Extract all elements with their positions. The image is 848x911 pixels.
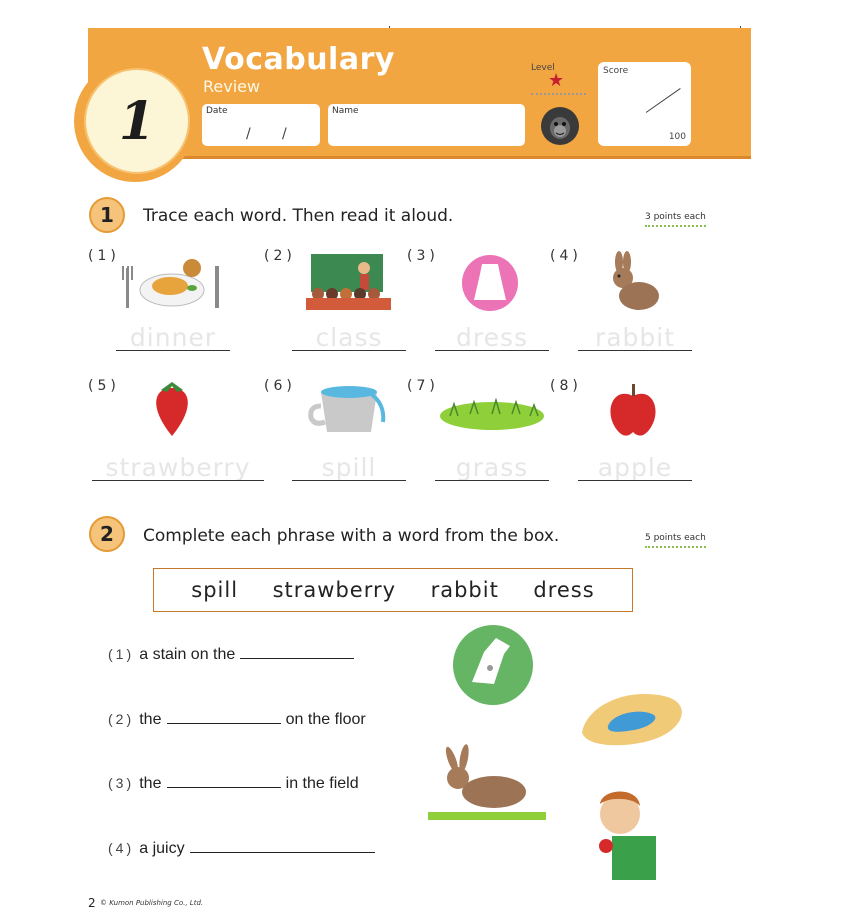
- phrase-number: (1): [108, 646, 135, 662]
- answer-line: [292, 350, 406, 351]
- word-bank-item: strawberry: [272, 578, 397, 602]
- classroom-icon: [306, 252, 391, 316]
- answer-line: [578, 350, 692, 351]
- phrase-number: (4): [108, 840, 135, 856]
- trace-word: rabbit: [594, 323, 676, 352]
- section-2-instruction: Complete each phrase with a word from the box.: [143, 526, 560, 546]
- trace-word: strawberry: [105, 453, 251, 482]
- answer-line: [435, 480, 549, 481]
- spilled-cup-icon: [307, 384, 392, 440]
- trace-word: class: [315, 323, 383, 352]
- phrase-row: [108, 838, 375, 858]
- dinner-plate-icon: [120, 258, 225, 317]
- trace-word: spill: [321, 453, 377, 482]
- monkey-icon: [541, 107, 579, 145]
- item-number: (3): [407, 248, 439, 264]
- trace-word: apple: [597, 453, 673, 482]
- phrase-row: [108, 773, 359, 793]
- score-box: [598, 62, 691, 146]
- answer-line: [578, 480, 692, 481]
- level-label: Level: [531, 63, 555, 73]
- trace-word: dress: [455, 323, 529, 352]
- date-separator: /: [282, 126, 287, 142]
- item-number: (1): [88, 248, 120, 264]
- phrase-number: (2): [108, 711, 135, 727]
- date-field[interactable]: [202, 104, 320, 146]
- header-band-shadow: [88, 156, 751, 159]
- star-icon: ★: [548, 70, 565, 91]
- name-label: Name: [332, 106, 359, 116]
- boy-eating-strawberry-icon: [590, 782, 658, 886]
- rabbit-in-field-icon: [428, 740, 546, 828]
- score-label: Score: [603, 66, 629, 76]
- section-1-instruction: Trace each word. Then read it aloud.: [143, 206, 454, 226]
- word-bank: [153, 568, 633, 612]
- score-max: 100: [668, 132, 686, 142]
- strawberry-icon: [147, 380, 197, 444]
- name-field[interactable]: [328, 104, 525, 146]
- stained-dress-icon: [444, 624, 542, 710]
- grass-icon: [440, 398, 545, 436]
- answer-line: [435, 350, 549, 351]
- section-1-points: 3 points each: [645, 212, 706, 227]
- word-bank-item: rabbit: [430, 578, 499, 602]
- trace-word: dinner: [129, 323, 217, 352]
- phrase-number: (3): [108, 775, 135, 791]
- date-separator: /: [246, 126, 251, 142]
- phrase-row: [108, 644, 354, 664]
- phrase-row: [108, 709, 366, 729]
- phrase-text-after: in the field: [285, 775, 359, 792]
- answer-blank[interactable]: [167, 773, 281, 788]
- answer-line: [92, 480, 264, 481]
- answer-blank[interactable]: [167, 709, 281, 724]
- answer-line: [292, 480, 406, 481]
- spill-puddle-icon: [578, 684, 690, 754]
- item-number: (6): [264, 378, 296, 394]
- page-number: 2: [88, 896, 96, 910]
- page-title: Vocabulary: [202, 42, 395, 77]
- word-bank-item: spill: [191, 578, 239, 602]
- item-number: (2): [264, 248, 296, 264]
- dress-icon: [460, 252, 520, 318]
- item-number: (5): [88, 378, 120, 394]
- date-label: Date: [206, 106, 228, 116]
- item-number: (4): [550, 248, 582, 264]
- copyright: © Kumon Publishing Co., Ltd.: [100, 899, 204, 907]
- trace-word: grass: [455, 453, 529, 482]
- phrase-text-before: a stain on the: [139, 646, 236, 663]
- phrase-text-before: a juicy: [139, 840, 185, 857]
- apple-icon: [603, 382, 663, 446]
- score-divider: [646, 88, 681, 113]
- answer-blank[interactable]: [190, 838, 375, 853]
- page-subtitle: Review: [203, 77, 261, 96]
- section-1-badge: 1: [89, 197, 125, 233]
- section-2-badge: 2: [89, 516, 125, 552]
- phrase-text-before: the: [139, 775, 162, 792]
- item-number: (8): [550, 378, 582, 394]
- phrase-text-before: the: [139, 711, 162, 728]
- item-number: (7): [407, 378, 439, 394]
- level-divider: [531, 93, 586, 95]
- rabbit-icon: [603, 250, 663, 318]
- answer-line: [116, 350, 230, 351]
- section-2-points: 5 points each: [645, 533, 706, 548]
- word-bank-item: dress: [533, 578, 595, 602]
- unit-number: 1: [84, 68, 190, 174]
- answer-blank[interactable]: [240, 644, 354, 659]
- phrase-text-after: on the floor: [285, 711, 366, 728]
